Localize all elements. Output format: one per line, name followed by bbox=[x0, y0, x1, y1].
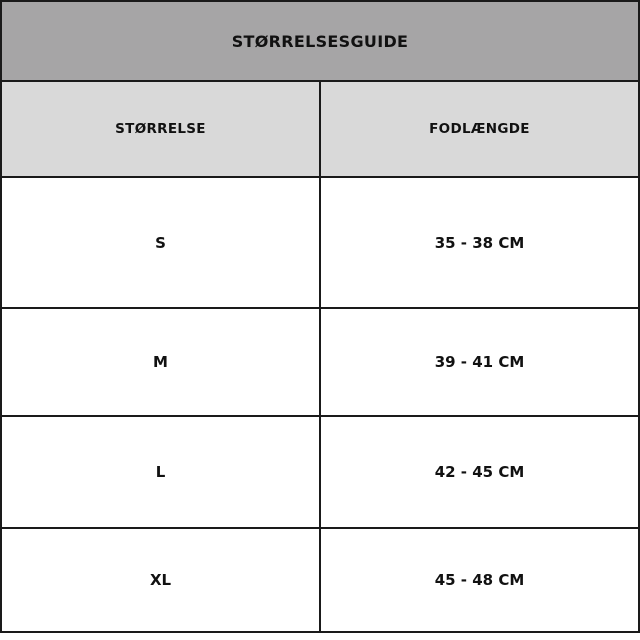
foot-length-cell-xl: 45 - 48 CM bbox=[321, 529, 638, 631]
size-cell-s: S bbox=[2, 178, 321, 309]
size-cell-m: M bbox=[2, 309, 321, 417]
foot-length-cell-m: 39 - 41 CM bbox=[321, 309, 638, 417]
table-title: STØRRELSESGUIDE bbox=[2, 2, 638, 82]
header-foot-length: FODLÆNGDE bbox=[321, 82, 638, 178]
size-cell-xl: XL bbox=[2, 529, 321, 631]
foot-length-cell-l: 42 - 45 CM bbox=[321, 417, 638, 529]
size-cell-l: L bbox=[2, 417, 321, 529]
header-size: STØRRELSE bbox=[2, 82, 321, 178]
foot-length-cell-s: 35 - 38 CM bbox=[321, 178, 638, 309]
